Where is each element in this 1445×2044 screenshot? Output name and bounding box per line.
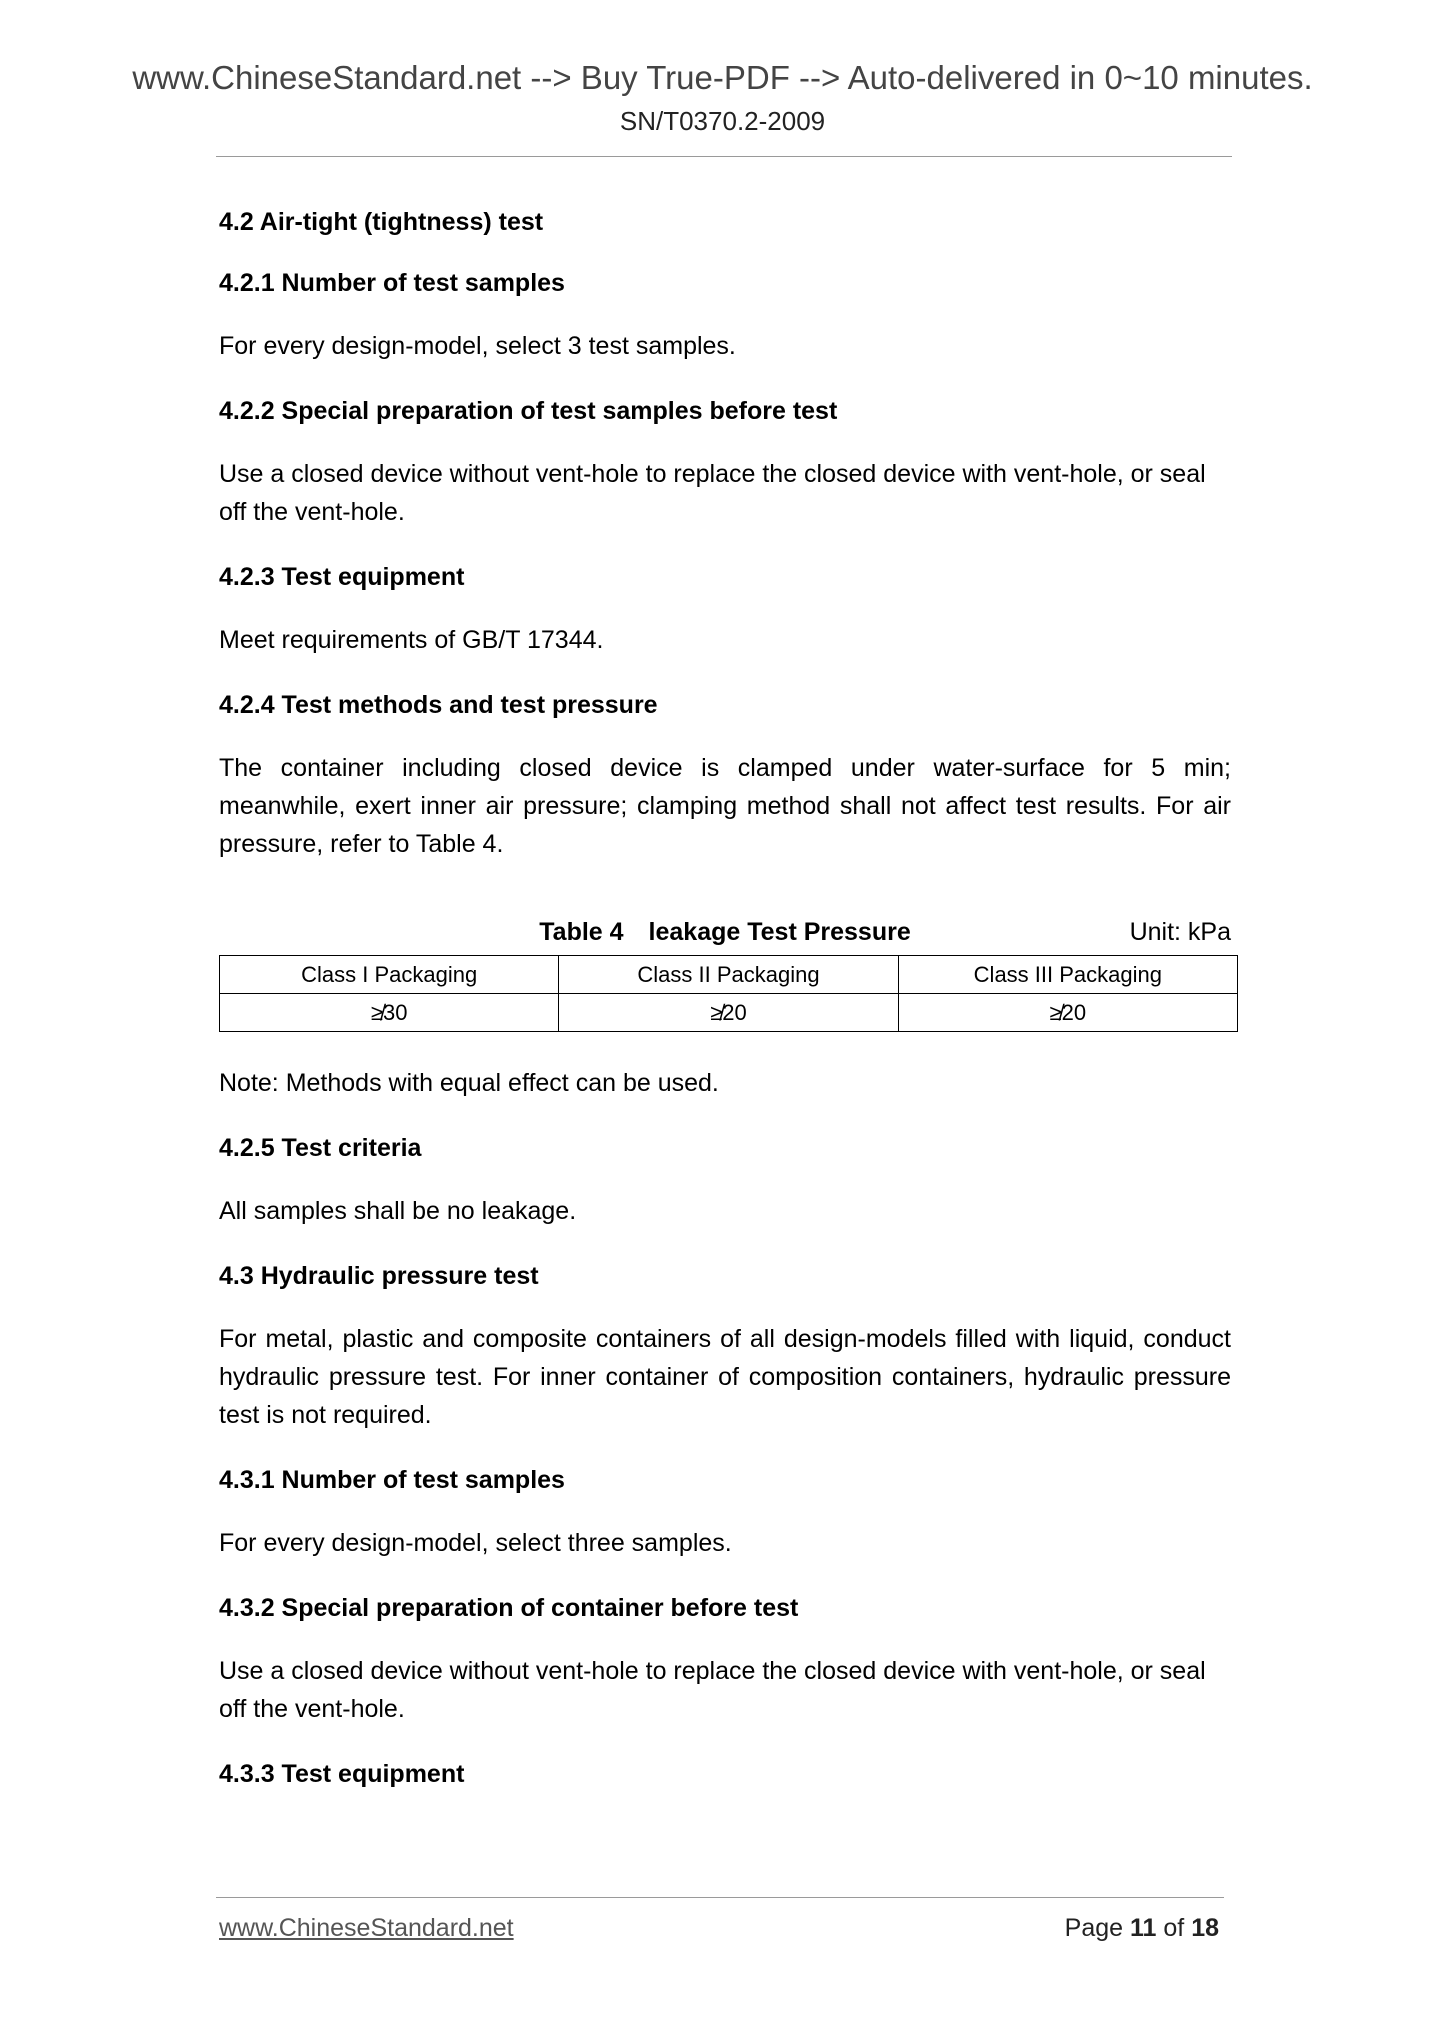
- page-content: [219, 207, 1231, 1789]
- page-prefix: Page: [1064, 1914, 1130, 1942]
- leakage-test-pressure-table: [219, 955, 1238, 1032]
- section-heading-4-2-3: 4.2.3 Test equipment: [219, 563, 465, 591]
- section-heading-4-2-5: 4.2.5 Test criteria: [219, 1134, 422, 1162]
- section-heading-4-2: 4.2 Air-tight (tightness) test: [219, 208, 544, 236]
- table-cell: ≱20: [559, 994, 898, 1032]
- section-heading-4-2-2: 4.2.2 Special preparation of test samples before test: [219, 397, 838, 425]
- table-caption: [219, 915, 1231, 949]
- section-text-4-2-3: Meet requirements of GB/T 17344.: [219, 626, 604, 654]
- section-text-4-2-2: Use a closed device without vent-hole to replace the closed device with vent-hole, or seal off the vent-hole.: [219, 460, 1206, 526]
- document-id: SN/T0370.2-2009: [619, 106, 826, 136]
- table-row: [220, 994, 1238, 1032]
- page-current: 11: [1130, 1914, 1157, 1942]
- section-text-4-3-2: Use a closed device without vent-hole to replace the closed device with vent-hole, or seal off the vent-hole.: [219, 1657, 1206, 1723]
- table-note: Note: Methods with equal effect can be used.: [219, 1069, 719, 1097]
- section-text-4-2-4: The container including closed device is clamped under water-surface for 5 min; meanwhile, exert inner air pressure; clamping method shall not affect test results. For air pressure, refer to Table 4.: [219, 754, 1231, 858]
- page-total: 18: [1191, 1914, 1219, 1942]
- section-heading-4-3-3: 4.3.3 Test equipment: [219, 1760, 465, 1788]
- page-of: of: [1156, 1914, 1192, 1942]
- table-cell: ≱30: [220, 994, 559, 1032]
- table-header-cell: Class II Packaging: [559, 956, 898, 994]
- table-unit: Unit: kPa: [1129, 918, 1231, 946]
- table-title: Table 4 leakage Test Pressure: [539, 918, 911, 946]
- page-number: [1065, 1914, 1219, 1943]
- footer-website-link[interactable]: www.ChineseStandard.net: [219, 1914, 514, 1942]
- section-heading-4-3-2: 4.3.2 Special preparation of container before test: [219, 1594, 799, 1622]
- section-heading-4-3-1: 4.3.1 Number of test samples: [219, 1466, 565, 1494]
- section-text-4-3: For metal, plastic and composite containers of all design-models filled with liquid, conduct hydraulic pressure test. For inner container of composition containers, hydraulic pressure test is not required.: [219, 1325, 1231, 1429]
- section-heading-4-2-4: 4.2.4 Test methods and test pressure: [219, 691, 658, 719]
- table-header-row: [220, 956, 1238, 994]
- section-heading-4-2-1: 4.2.1 Number of test samples: [219, 269, 565, 297]
- table-header-cell: Class I Packaging: [220, 956, 559, 994]
- section-heading-4-3: 4.3 Hydraulic pressure test: [219, 1262, 539, 1290]
- header-divider: [216, 156, 1232, 157]
- header-banner: www.ChineseStandard.net --> Buy True-PDF --> Auto-delivered in 0~10 minutes.: [132, 59, 1313, 96]
- table-cell: ≱20: [898, 994, 1237, 1032]
- section-text-4-2-5: All samples shall be no leakage.: [219, 1197, 577, 1225]
- section-text-4-2-1: For every design-model, select 3 test samples.: [219, 332, 736, 360]
- footer-divider: [216, 1897, 1224, 1898]
- section-text-4-3-1: For every design-model, select three samples.: [219, 1529, 732, 1557]
- table-header-cell: Class III Packaging: [898, 956, 1237, 994]
